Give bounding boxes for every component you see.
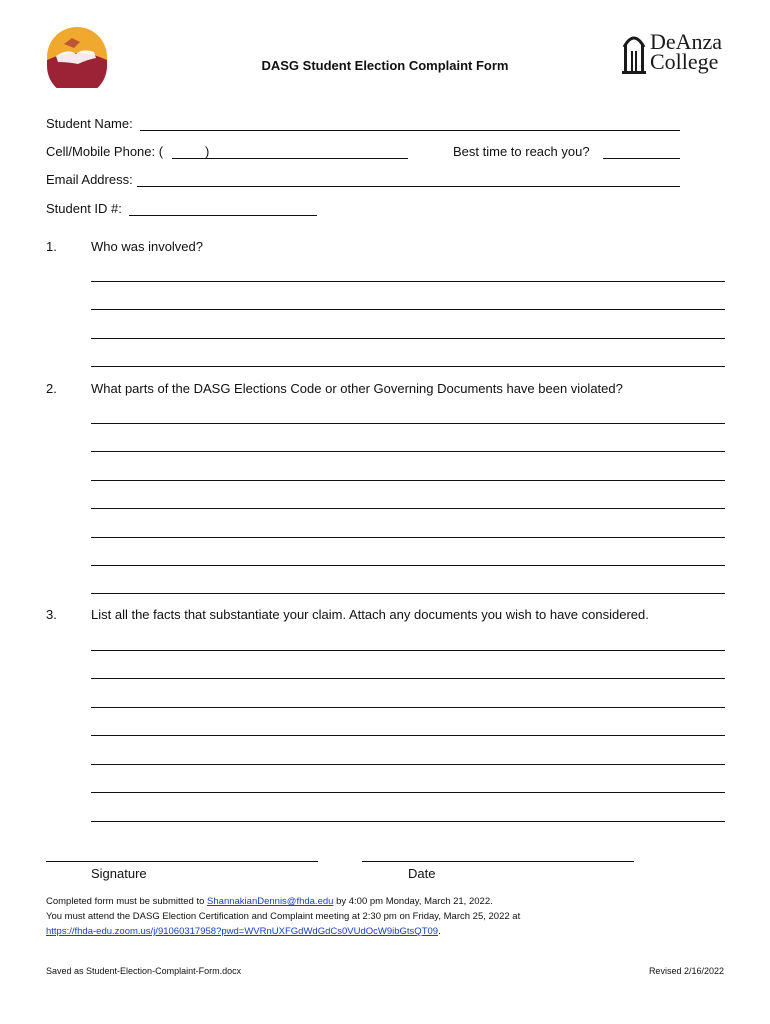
zoom-meeting-link[interactable]: https://fhda-edu.zoom.us/j/91060317958?pwd=WVRnUXFGdWdGdCs0VUdOcW9ibGtsQT09 bbox=[46, 926, 439, 937]
phone-field[interactable] bbox=[172, 158, 408, 159]
date-field[interactable] bbox=[362, 861, 634, 862]
email-label: Email Address: bbox=[46, 172, 133, 187]
deanza-college-logo bbox=[620, 31, 730, 77]
date-label: Date bbox=[408, 866, 436, 881]
question-2-number: 2. bbox=[46, 381, 57, 396]
submission-deadline-line: Completed form must be submitted to ShannakianDennis@fhda.edu by 4:00 pm Monday, March 21, 2022. bbox=[46, 896, 493, 907]
phone-label: Cell/Mobile Phone: ( bbox=[46, 144, 164, 159]
student-name-field[interactable] bbox=[140, 130, 680, 131]
answer-line[interactable] bbox=[91, 338, 725, 339]
answer-line[interactable] bbox=[91, 508, 725, 509]
answer-line[interactable] bbox=[91, 707, 725, 708]
answer-line[interactable] bbox=[91, 650, 725, 651]
answer-line[interactable] bbox=[91, 593, 725, 594]
revised-date-footer: Revised 2/16/2022 bbox=[648, 966, 724, 976]
student-id-field[interactable] bbox=[129, 215, 317, 216]
answer-line[interactable] bbox=[91, 537, 725, 538]
submission-notes bbox=[46, 894, 520, 939]
logo-word-deanza: DeAnza bbox=[650, 29, 723, 54]
question-2-text: What parts of the DASG Elections Code or other Governing Documents have been violated? bbox=[91, 381, 623, 396]
student-name-label: Student Name: bbox=[46, 116, 133, 131]
answer-line[interactable] bbox=[91, 451, 725, 452]
zoom-line: https://fhda-edu.zoom.us/j/91060317958?pwd=WVRnUXFGdWdGdCs0VUdOcW9ibGtsQT09. bbox=[46, 926, 441, 937]
question-3-number: 3. bbox=[46, 607, 57, 622]
saved-as-footer: Saved as Student-Election-Complaint-Form.docx bbox=[46, 966, 242, 976]
dasg-logo bbox=[46, 26, 108, 88]
phone-paren-close: ) bbox=[205, 144, 210, 159]
page-title: DASG Student Election Complaint Form bbox=[261, 58, 509, 73]
signature-label: Signature bbox=[91, 866, 147, 881]
meeting-line: You must attend the DASG Election Certification and Complaint meeting at 2:30 pm on Friday, March 25, 2022 at bbox=[46, 911, 521, 922]
answer-line[interactable] bbox=[91, 792, 725, 793]
answer-line[interactable] bbox=[91, 423, 725, 424]
submission-email-link[interactable]: ShannakianDennis@fhda.edu bbox=[207, 896, 334, 907]
answer-line[interactable] bbox=[91, 309, 725, 310]
answer-line[interactable] bbox=[91, 565, 725, 566]
best-time-label: Best time to reach you? bbox=[453, 144, 590, 159]
answer-line[interactable] bbox=[91, 281, 725, 282]
email-field[interactable] bbox=[137, 186, 680, 187]
answer-line[interactable] bbox=[91, 678, 725, 679]
answer-line[interactable] bbox=[91, 735, 725, 736]
answer-line[interactable] bbox=[91, 821, 725, 822]
answer-line[interactable] bbox=[91, 764, 725, 765]
answer-line[interactable] bbox=[91, 480, 725, 481]
best-time-field[interactable] bbox=[603, 158, 680, 159]
answer-line[interactable] bbox=[91, 366, 725, 367]
arch-icon bbox=[620, 31, 648, 75]
handshake-seal-icon bbox=[46, 26, 108, 88]
student-id-label: Student ID #: bbox=[46, 201, 122, 216]
signature-field[interactable] bbox=[46, 861, 318, 862]
question-3-text: List all the facts that substantiate your claim. Attach any documents you wish to have considered. bbox=[91, 607, 649, 622]
logo-word-college: College bbox=[650, 49, 719, 74]
question-1-number: 1. bbox=[46, 239, 57, 254]
question-1-text: Who was involved? bbox=[91, 239, 203, 254]
